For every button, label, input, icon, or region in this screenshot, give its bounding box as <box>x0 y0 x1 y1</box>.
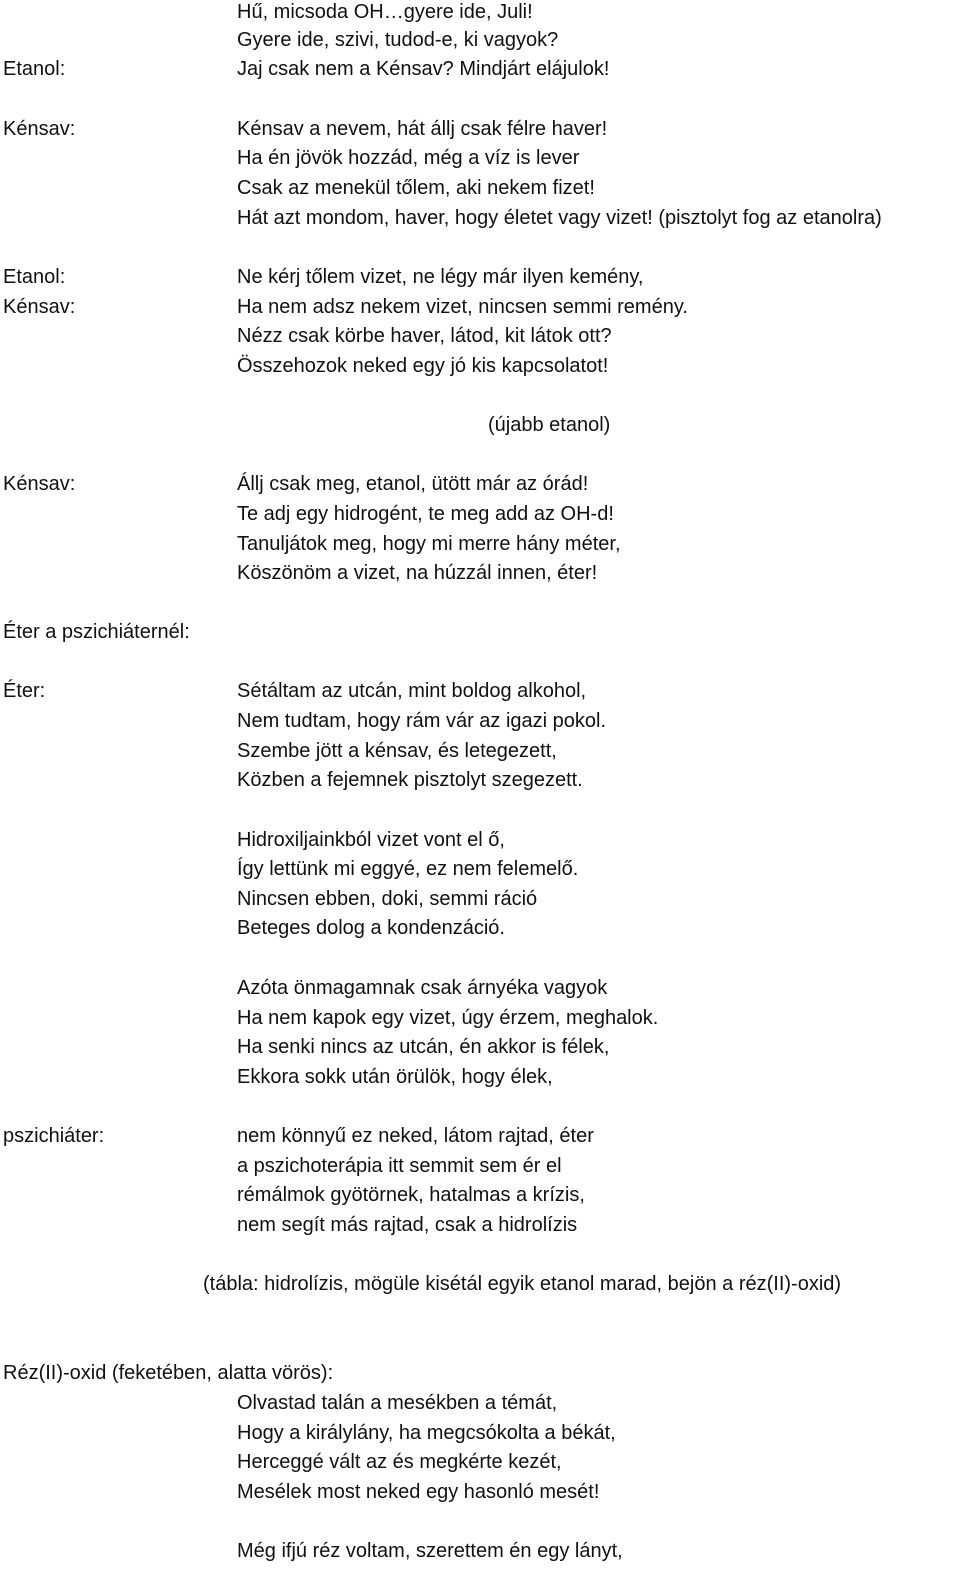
verse-line: Ekkora sokk után örülök, hogy élek, <box>237 1066 553 1088</box>
verse-line: Herceggé vált az és megkérte kezét, <box>237 1451 562 1473</box>
scene-heading: Éter a pszichiáternél: <box>3 621 190 643</box>
verse-line: Jaj csak nem a Kénsav? Mindjárt elájulok! <box>237 58 610 80</box>
verse-line: Nem tudtam, hogy rám vár az igazi pokol. <box>237 710 607 732</box>
verse-line: Azóta önmagamnak csak árnyéka vagyok <box>237 977 608 999</box>
verse-line: Köszönöm a vizet, na húzzál innen, éter! <box>237 562 598 584</box>
verse-line: Tanuljátok meg, hogy mi merre hány méter, <box>237 533 621 555</box>
verse-line: Ha nem kapok egy vizet, úgy érzem, meghalok. <box>237 1007 659 1029</box>
verse-line: Hidroxiljainkból vizet vont el ő, <box>237 829 505 851</box>
verse-line: Ha nem adsz nekem vizet, nincsen semmi remény. <box>237 296 688 318</box>
verse-line: Hű, micsoda OH…gyere ide, Juli! <box>237 1 533 23</box>
verse-line: Összehozok neked egy jó kis kapcsolatot! <box>237 355 609 377</box>
verse-line: Csak az menekül tőlem, aki nekem fizet! <box>237 177 595 199</box>
verse-line: rémálmok gyötörnek, hatalmas a krízis, <box>237 1184 585 1206</box>
verse-line: Ne kérj tőlem vizet, ne légy már ilyen kemény, <box>237 266 644 288</box>
stage-direction: (újabb etanol) <box>488 414 611 436</box>
speaker-kensav: Kénsav: <box>3 118 76 140</box>
speaker-etanol: Etanol: <box>3 266 66 288</box>
speaker-kensav: Kénsav: <box>3 296 76 318</box>
verse-line: Szembe jött a kénsav, és letegezett, <box>237 740 557 762</box>
verse-line: Nézz csak körbe haver, látod, kit látok ott? <box>237 325 612 347</box>
verse-line: Még ifjú réz voltam, szerettem én egy lányt, <box>237 1540 623 1562</box>
verse-line: Gyere ide, szivi, tudod-e, ki vagyok? <box>237 29 559 51</box>
verse-line: Hogy a királylány, ha megcsókolta a békát, <box>237 1422 616 1444</box>
verse-line: nem segít más rajtad, csak a hidrolízis <box>237 1214 578 1236</box>
verse-line: Olvastad talán a mesékben a témát, <box>237 1392 558 1414</box>
verse-line: Ha én jövök hozzád, még a víz is lever <box>237 147 580 169</box>
verse-line: Közben a fejemnek pisztolyt szegezett. <box>237 769 583 791</box>
verse-line: Így lettünk mi eggyé, ez nem felemelő. <box>237 858 579 880</box>
speaker-eter: Éter: <box>3 680 46 702</box>
verse-line: Hát azt mondom, haver, hogy életet vagy vizet! (pisztolyt fog az etanolra) <box>237 207 882 229</box>
speaker-kensav: Kénsav: <box>3 473 76 495</box>
verse-line: nem könnyű ez neked, látom rajtad, éter <box>237 1125 594 1147</box>
verse-line: a pszichoterápia itt semmit sem ér el <box>237 1155 562 1177</box>
verse-line: Állj csak meg, etanol, ütött már az órád! <box>237 473 589 495</box>
verse-line: Mesélek most neked egy hasonló mesét! <box>237 1481 600 1503</box>
verse-line: Sétáltam az utcán, mint boldog alkohol, <box>237 680 587 702</box>
verse-line: Beteges dolog a kondenzáció. <box>237 917 505 939</box>
speaker-rez-oxid: Réz(II)-oxid (feketében, alatta vörös): <box>3 1362 334 1384</box>
verse-line: Kénsav a nevem, hát állj csak félre haver! <box>237 118 608 140</box>
speaker-etanol: Etanol: <box>3 58 66 80</box>
verse-line: Nincsen ebben, doki, semmi ráció <box>237 888 538 910</box>
verse-line: Te adj egy hidrogént, te meg add az OH-d! <box>237 503 614 525</box>
verse-line: Ha senki nincs az utcán, én akkor is félek, <box>237 1036 610 1058</box>
speaker-pszichiater: pszichiáter: <box>3 1125 105 1147</box>
stage-direction: (tábla: hidrolízis, mögüle kisétál egyik etanol marad, bejön a réz(II)-oxid) <box>203 1273 842 1295</box>
